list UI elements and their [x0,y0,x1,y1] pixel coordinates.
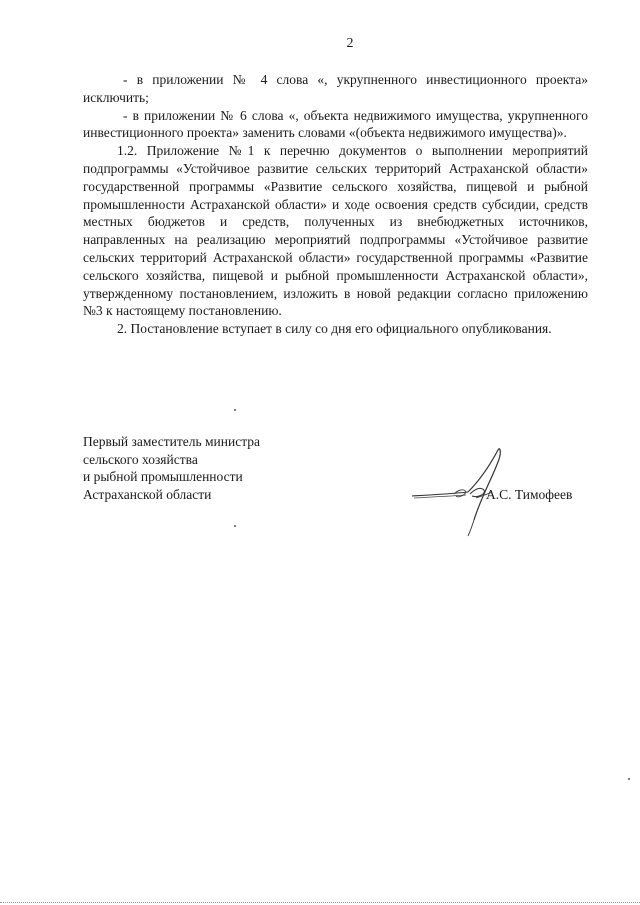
scan-speck [628,778,630,780]
scan-speck [234,525,236,527]
signatory-name: А.С. Тимофеев [486,487,573,502]
signatory-title-line: Астраханской области [83,486,212,502]
page-bottom-edge [0,902,640,903]
signatory-title [83,433,323,503]
page-number: 2 [346,36,354,51]
paragraph-2: 2. Постановление вступает в силу со дня его официального опубликования. [117,321,552,337]
paragraph-appendix-4: - в приложении № 4 слова «, укрупненного инвестиционного проекта» исключить; [83,72,588,105]
body-text [83,71,588,338]
signatory-title-line: Первый заместитель министра [83,434,261,449]
scan-speck [234,409,236,411]
signatory-title-line: и рыбной промышленности [83,469,243,484]
signatory-title-line: сельского хозяйства [83,451,198,467]
paragraph-appendix-6: - в приложении № 6 слова «, объекта недвижимого имущества, укрупненного инвестиционного проекта» заменить словами «(объекта недвижимого имущества)». [83,107,588,141]
paragraph-1-2: 1.2. Приложение №1 к перечню документов о выполнении мероприятий подпрограммы «Устойчивое развитие сельских территорий Астраханской области» государственной программы «Развитие сельского хозяйства, пищевой и рыбной промышленности Астраханской области» и ходе освоения средств субсидии, средств местных бюджетов и средств, полученных из внебюджетных источников, направленных на реализацию мероприятий подпрограммы «Устойчивое развитие сельских территорий Астраханской области» государственной программы «Развитие сельского хозяйства, пищевой и рыбной промышленности Астраханской области», утвержденному постановлением, изложить в новой редакции согласно приложению №3 к настоящему постановлению. [83,143,588,319]
